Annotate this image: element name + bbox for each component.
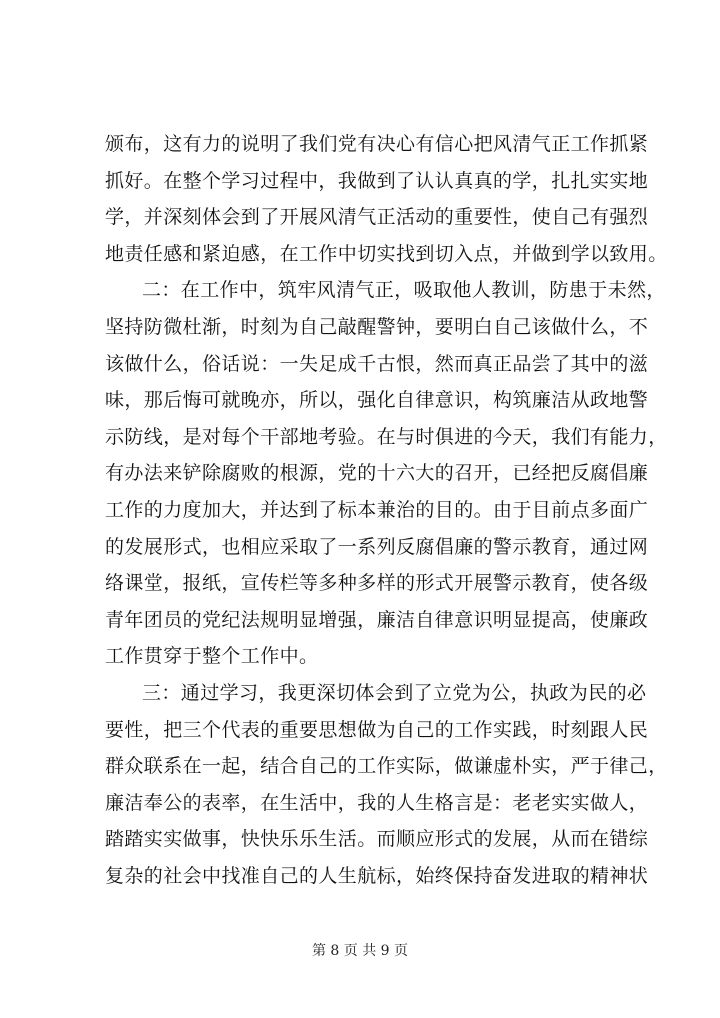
text-line: 抓好。在整个学习过程中，我做到了认认真真的学，扎扎实实地	[105, 170, 649, 192]
paragraph-two-first-line: 二：在工作中，筑牢风清气正，吸取他人教训，防患于未然，	[142, 279, 666, 301]
text-line: 工作贯穿于整个工作中。	[105, 645, 319, 667]
text-line: 坚持防微杜渐，时刻为自己敲醒警钟，要明白自己该做什么，不	[105, 316, 649, 338]
text-line: 颁布，这有力的说明了我们党有决心有信心把风清气正工作抓紧	[105, 133, 649, 155]
text-line: 地责任感和紧迫感，在工作中切实找到切入点，并做到学以致用。	[105, 243, 668, 265]
text-line: 青年团员的党纪法规明显增强，廉洁自律意识明显提高，使廉政	[105, 609, 649, 631]
text-line: 的发展形式，也相应采取了一系列反腐倡廉的警示教育，通过网	[105, 536, 649, 558]
page-footer: 第 8 页 共 9 页	[311, 943, 409, 959]
text-line: 复杂的社会中找准自己的人生航标，始终保持奋发进取的精神状	[105, 865, 649, 887]
paragraph-three-first-line: 三：通过学习，我更深切体会到了立党为公，执政为民的必	[142, 682, 647, 704]
text-line: 味，那后悔可就晚亦，所以，强化自律意识，构筑廉洁从政地警	[105, 389, 649, 411]
text-line: 有办法来铲除腐败的根源，党的十六大的召开，已经把反腐倡廉	[105, 462, 649, 484]
text-line: 学，并深刻体会到了开展风清气正活动的重要性，使自己有强烈	[105, 206, 649, 228]
text-line: 该做什么，俗话说：一失足成千古恨，然而真正品尝了其中的滋	[105, 353, 649, 375]
text-line: 工作的力度加大，并达到了标本兼治的目的。由于目前点多面广	[105, 499, 649, 521]
text-line: 络课堂，报纸，宣传栏等多种多样的形式开展警示教育，使各级	[105, 572, 649, 594]
text-line: 群众联系在一起，结合自己的工作实际，做谦虚朴实，严于律己，	[105, 755, 668, 777]
text-line: 廉洁奉公的表率，在生活中，我的人生格言是：老老实实做人，	[105, 792, 649, 814]
text-line: 示防线，是对每个干部地考验。在与时俱进的今天，我们有能力，	[105, 426, 668, 448]
text-line: 要性，把三个代表的重要思想做为自己的工作实践，时刻跟人民	[105, 719, 649, 741]
text-line: 踏踏实实做事，快快乐乐生活。而顺应形式的发展，从而在错综	[105, 828, 649, 850]
